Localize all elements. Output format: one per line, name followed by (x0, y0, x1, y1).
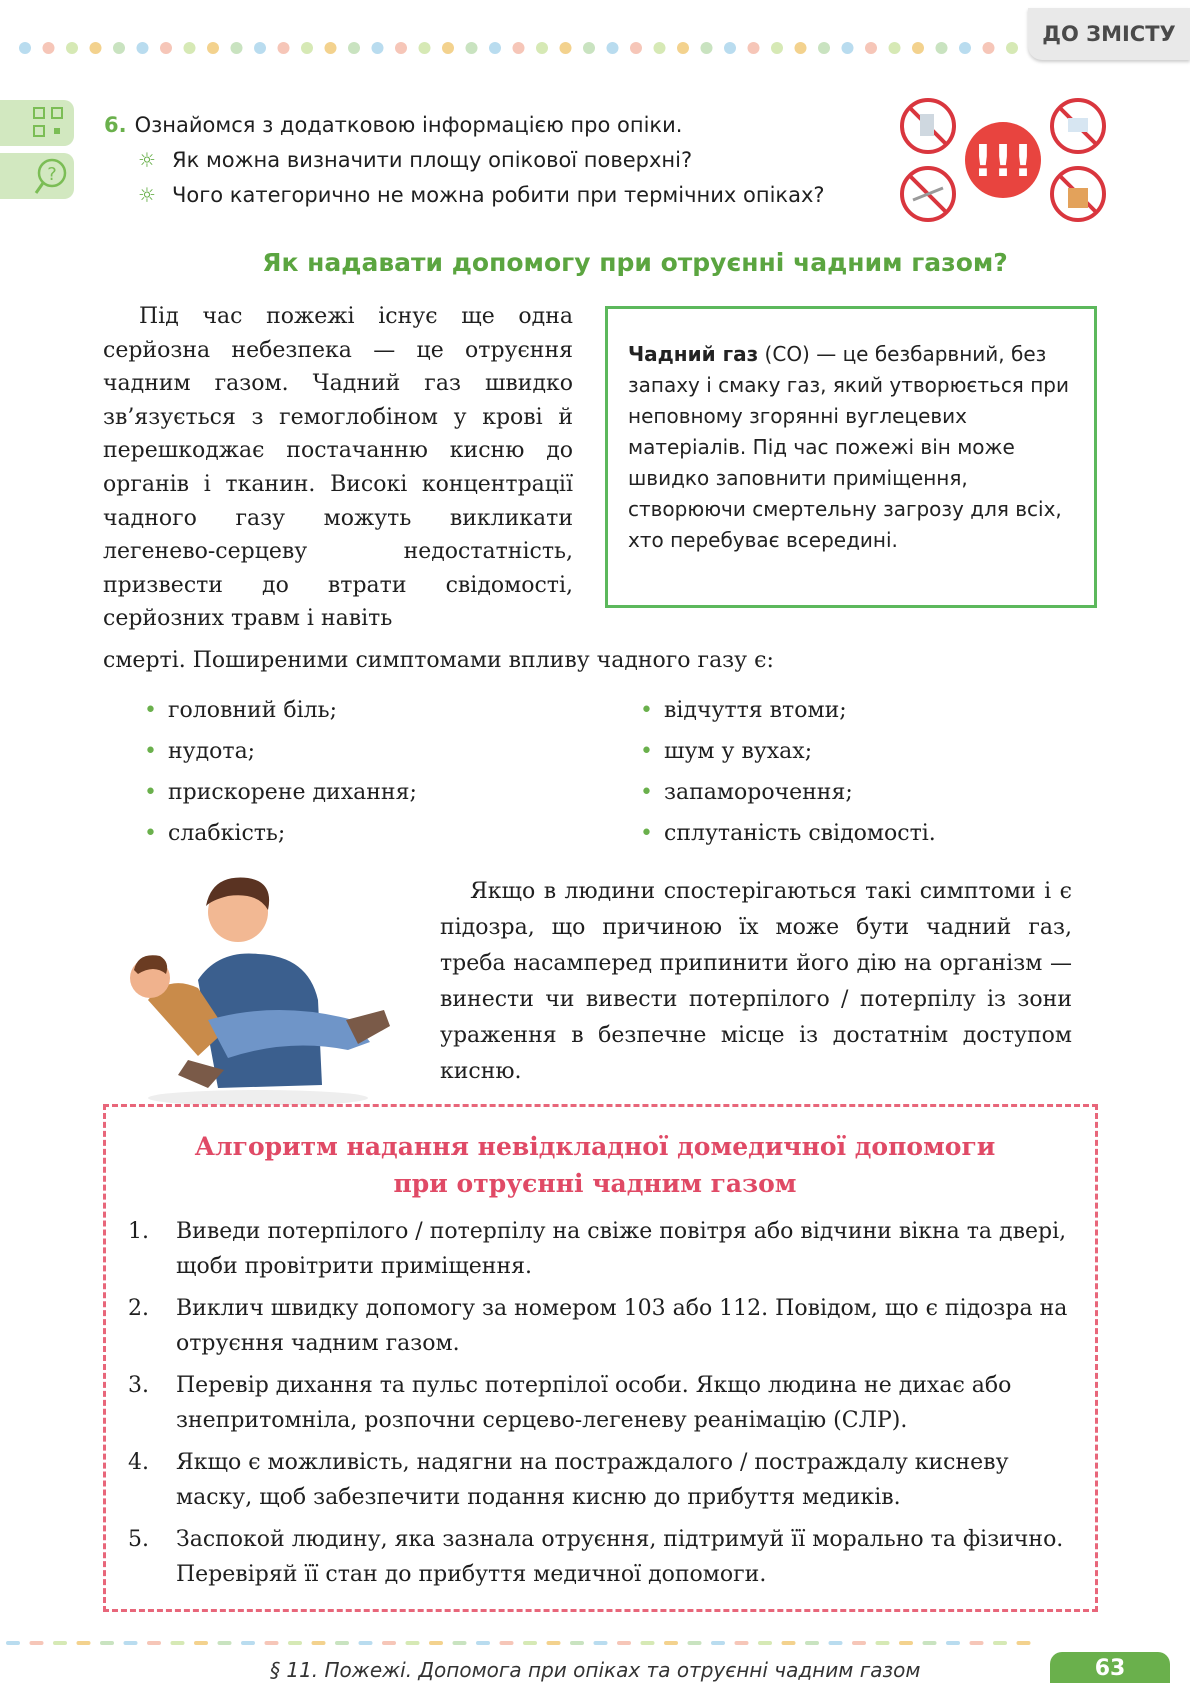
qr-icon[interactable] (0, 100, 74, 146)
footer-dashed-line (0, 1640, 1040, 1646)
warning-symbol: !!! (972, 136, 1034, 187)
algorithm-step (128, 1445, 1076, 1515)
algorithm-title-line-1: Алгоритм надання невідкладної домедичної допомоги (194, 1132, 996, 1161)
burn-warning-illustration (898, 96, 1108, 226)
task-text: Ознайомся з додатковою інформацією про опіки. (134, 113, 683, 137)
decorative-dots (15, 40, 1025, 56)
help-paragraph: Якщо в людини спостерігаються такі симптоми і є підозра, що причиною їх може бути чадний газ, треба насамперед припинити його дію на організм — винести чи вивести потерпілого / потерпілу із зони ураження в безпечне місце із достатнім доступом кисню. (440, 879, 1072, 1084)
definition-term: Чадний газ (628, 342, 759, 366)
algorithm-step (128, 1368, 1076, 1438)
sun-icon: ☼ (138, 183, 156, 207)
sun-icon: ☼ (138, 148, 156, 172)
task-question-2: Чого категорично не можна робити при термічних опіках? (172, 183, 825, 207)
step-text: Виклич швидку допомогу за номером 103 або 112. Повідом, що є підозра на отруєння чадним газом. (176, 1296, 1068, 1356)
symptoms-list-right (632, 690, 936, 854)
algorithm-title-line-2: при отруєнні чадним газом (393, 1169, 797, 1198)
list-item: • головний біль; (136, 690, 417, 731)
list-item: • запаморочення; (632, 772, 936, 813)
step-number: 2. (128, 1296, 149, 1321)
algorithm-step (128, 1214, 1076, 1284)
list-item: • слабкість; (136, 813, 417, 854)
rescue-carry-illustration (108, 870, 408, 1105)
step-text: Виведи потерпілого / потерпілу на свіже повітря або відчини вікна та двері, щоби провітрити приміщення. (176, 1219, 1067, 1279)
task-6 (104, 108, 884, 213)
step-number: 4. (128, 1450, 149, 1475)
task-number: 6. (104, 113, 127, 137)
task-question-1: Як можна визначити площу опікової поверхні? (172, 148, 693, 172)
algorithm-step (128, 1291, 1076, 1361)
step-number: 1. (128, 1219, 149, 1244)
section-title: Як надавати допомогу при отруєнні чадним газом? (262, 248, 1008, 277)
list-item: • сплутаність свідомості. (632, 813, 936, 854)
footer-chapter-title: § 11. Пожежі. Допомога при опіках та отруєнні чадним газом (270, 1658, 921, 1682)
definition-box (605, 306, 1097, 608)
intro-paragraph: Під час пожежі існує ще одна серйозна небезпека — це отруєння чадним газом. Чадний газ швидко зв’язується з гемоглобіном у крові й перешкоджає постачанню кисню до органів і тканин. Високі концентрації чадного газу можуть викликати легенево-серцеву недостатність, призвести до втрати свідомості, серйозних травм і навіть (103, 304, 573, 632)
definition-text: (CO) — це безбарвний, без запаху і смаку газ, який утворюється при неповному згорянні вуглецевих матеріалів. Під час пожежі він може швидко заповнити приміщення, створюючи смертельну загрозу для всіх, хто перебуває всередині. (628, 342, 1069, 552)
algorithm-title (0, 1128, 1190, 1202)
step-text: Якщо є можливість, надягни на постраждалого / постраждалу кисневу маску, щоб забезпечити подання кисню до прибуття медиків. (176, 1450, 1009, 1510)
step-number: 5. (128, 1527, 149, 1552)
svg-text:?: ? (47, 164, 57, 185)
intro-paragraph-end: смерті. Поширеними симптомами впливу чадного газу є: (103, 648, 774, 673)
step-text: Перевір дихання та пульс потерпілої особи. Якщо людина не дихає або знепритомніла, розпочни серцево-легеневу реанімацію (СЛР). (176, 1373, 1012, 1433)
question-icon[interactable] (0, 153, 74, 199)
algorithm-steps (128, 1214, 1076, 1599)
page-number: 63 (1050, 1652, 1170, 1683)
algorithm-step (128, 1522, 1076, 1592)
symptoms-list-left (136, 690, 417, 854)
toc-button[interactable]: ДО ЗМІСТУ (1028, 8, 1190, 60)
list-item: • відчуття втоми; (632, 690, 936, 731)
list-item: • нудота; (136, 731, 417, 772)
step-text: Заспокой людину, яка зазнала отруєння, підтримуй її морально та фізично. Перевіряй її стан до прибуття медичної допомоги. (176, 1527, 1064, 1587)
list-item: • шум у вухах; (632, 731, 936, 772)
step-number: 3. (128, 1373, 149, 1398)
list-item: • прискорене дихання; (136, 772, 417, 813)
